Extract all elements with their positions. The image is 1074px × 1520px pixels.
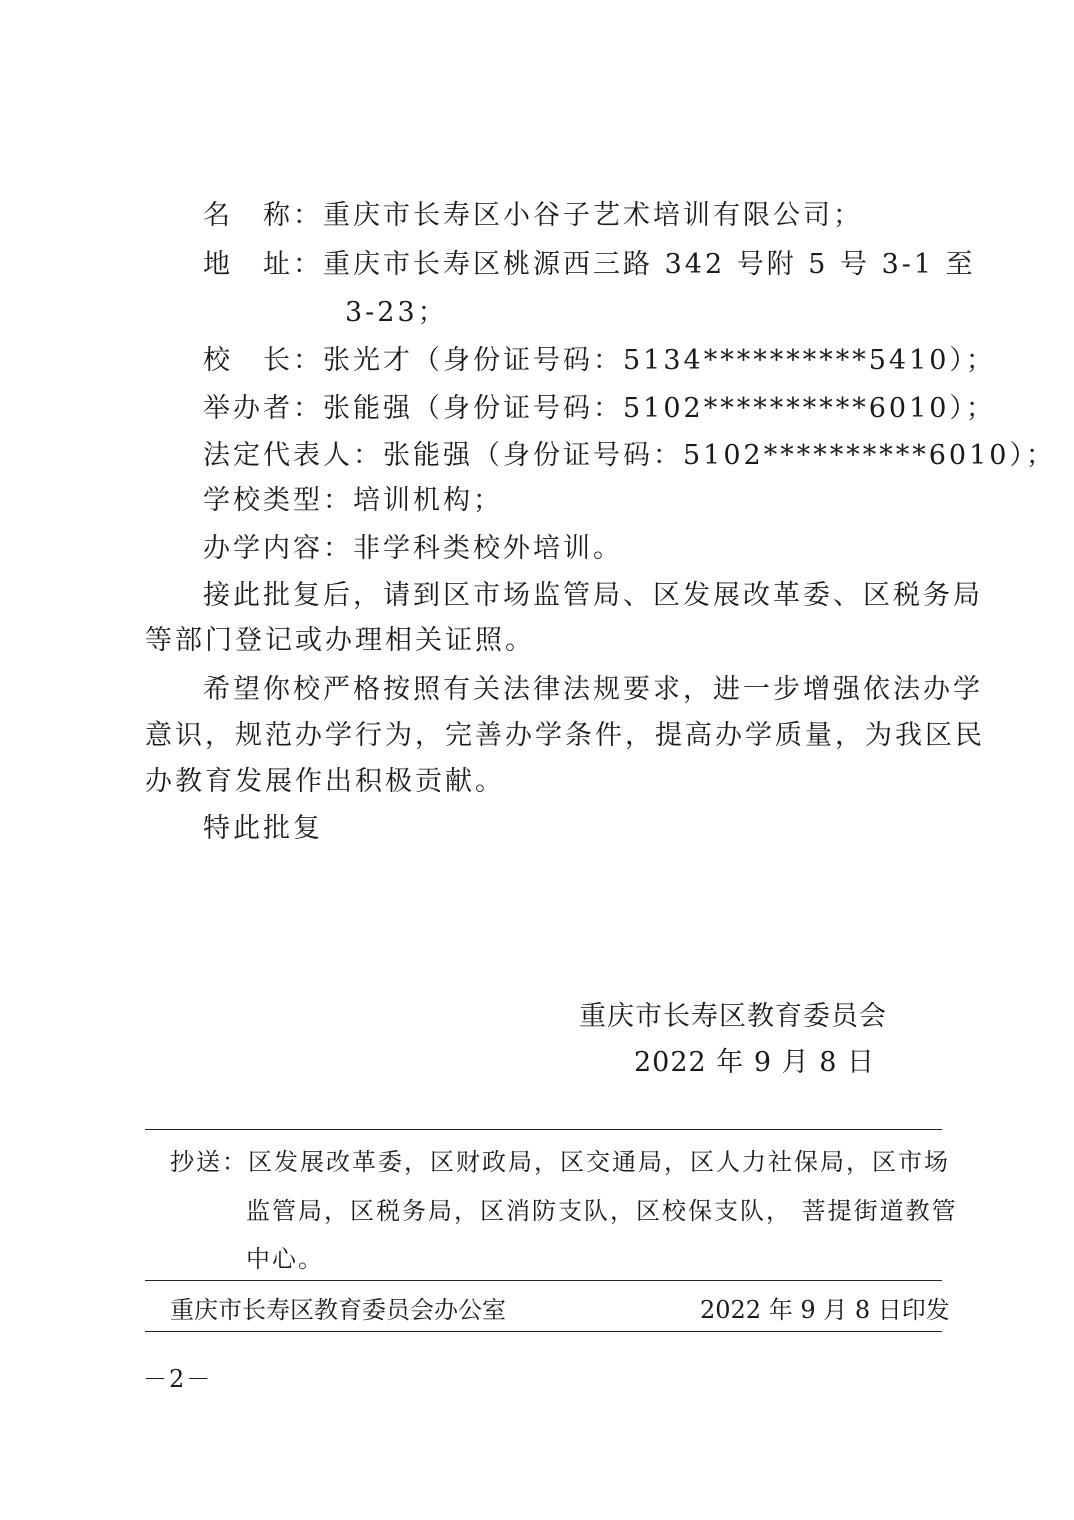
para1-line2: 等部门登记或办理相关证照。 bbox=[145, 625, 535, 656]
closing-text: 特此批复 bbox=[203, 813, 323, 844]
field-address-value: 重庆市长寿区桃源西三路 342 号附 5 号 3-1 至 bbox=[323, 249, 976, 280]
field-legal-rep bbox=[203, 436, 1056, 476]
field-content bbox=[203, 529, 623, 569]
field-founder-label: 举办者： bbox=[203, 393, 323, 424]
field-address-value-2: 3-23； bbox=[345, 297, 448, 328]
cc-line3: 中心。 bbox=[246, 1245, 324, 1273]
field-legal-rep-label: 法定代表人： bbox=[203, 440, 383, 471]
para1-line1: 接此批复后，请到区市场监管局、区发展改革委、区税务局 bbox=[203, 580, 983, 611]
signature-date: 2022 年 9 月 8 日 bbox=[634, 1047, 875, 1078]
field-founder-value: 张能强（身份证号码：5102**********6010）； bbox=[323, 393, 996, 424]
field-address-label: 地 址： bbox=[203, 249, 323, 280]
field-name-value: 重庆市长寿区小谷子艺术培训有限公司； bbox=[323, 200, 863, 231]
cc-label: 抄送： bbox=[170, 1148, 248, 1176]
field-principal-label: 校 长： bbox=[203, 345, 323, 376]
para2-line1: 希望你校严格按照有关法律法规要求，进一步增强依法办学 bbox=[203, 674, 983, 705]
field-school-type-value: 培训机构； bbox=[353, 485, 503, 516]
cc-line2: 监管局，区税务局，区消防支队，区校保支队， 菩提街道教管 bbox=[246, 1197, 958, 1225]
cc-line1 bbox=[170, 1144, 950, 1180]
field-name bbox=[203, 196, 863, 236]
footer-issue-date: 2022 年 9 月 8 日印发 bbox=[700, 1296, 950, 1324]
field-school-type-label: 学校类型： bbox=[203, 485, 353, 516]
field-content-value: 非学科类校外培训。 bbox=[353, 533, 623, 564]
cc-line1-text: 区发展改革委，区财政局，区交通局，区人力社保局，区市场 bbox=[248, 1148, 950, 1176]
field-founder bbox=[203, 389, 996, 429]
field-content-label: 办学内容： bbox=[203, 533, 353, 564]
footer-issuer: 重庆市长寿区教育委员会办公室 bbox=[170, 1296, 506, 1324]
field-principal-value: 张光才（身份证号码：5134**********5410）； bbox=[323, 345, 996, 376]
field-principal bbox=[203, 341, 996, 381]
para2-line2: 意识，规范办学行为，完善办学条件，提高办学质量，为我区民 bbox=[145, 720, 985, 751]
signature-org: 重庆市长寿区教育委员会 bbox=[579, 1001, 887, 1032]
field-legal-rep-value: 张能强（身份证号码：5102**********6010）； bbox=[383, 440, 1056, 471]
footer-bottom-rule bbox=[145, 1331, 942, 1332]
para2-line3: 办教育发展作出积极贡献。 bbox=[145, 766, 505, 797]
field-school-type bbox=[203, 481, 503, 521]
footer-top-rule bbox=[145, 1280, 942, 1281]
page-number: －2－ bbox=[143, 1365, 213, 1393]
cc-top-rule bbox=[145, 1129, 942, 1130]
field-address-continued bbox=[345, 293, 448, 333]
field-name-label: 名 称： bbox=[203, 200, 323, 231]
field-address bbox=[203, 245, 976, 285]
